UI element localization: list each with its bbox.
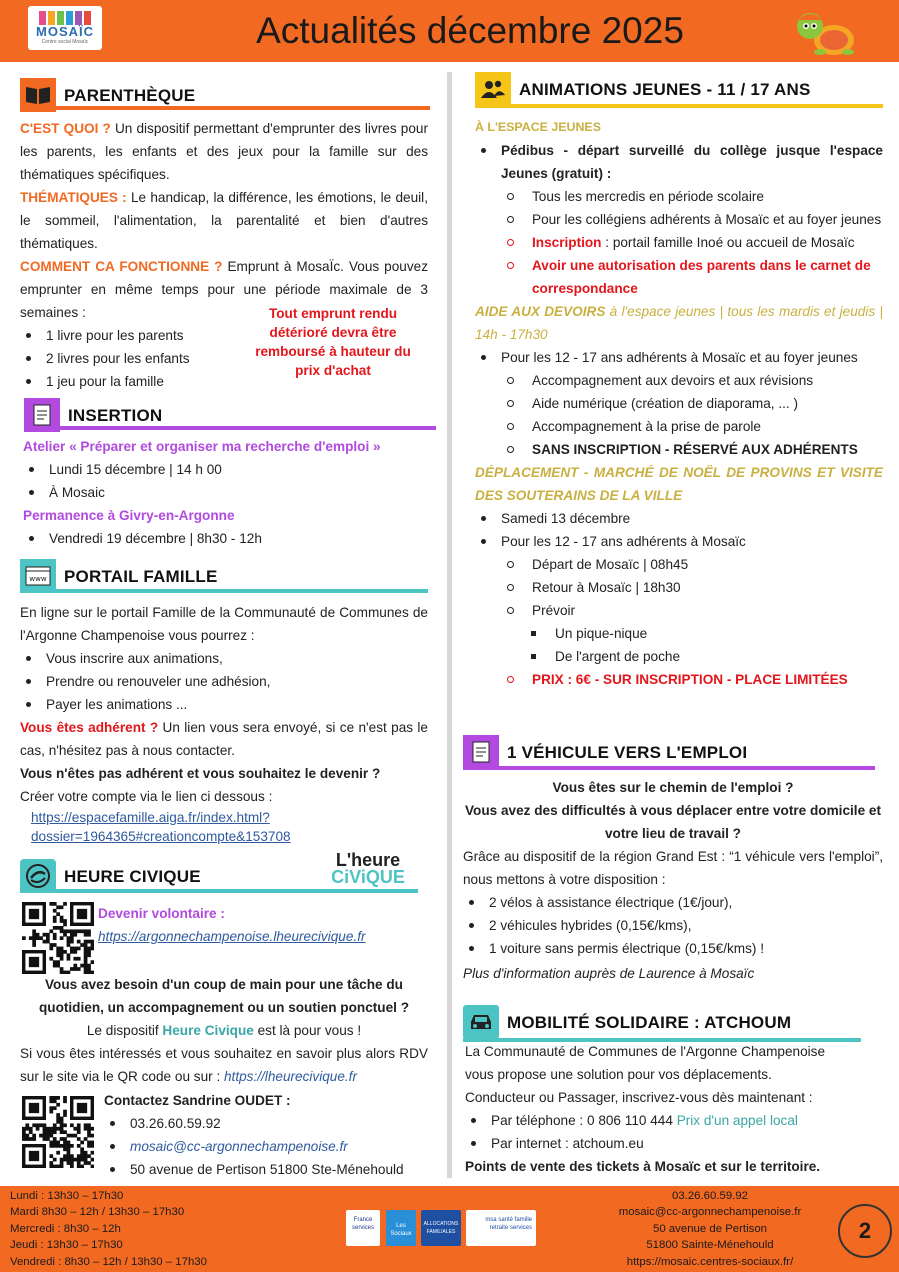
parentheque-warning: Tout emprunt rendu détérioré devra être remboursé à hauteur du prix d'achat [255,306,411,378]
jeunes-aide-title: AIDE AUX DEVOIRS [475,304,606,319]
mobilite-heading [463,1005,791,1039]
jeunes-title: ANIMATIONS JEUNES - 11 / 17 ANS [519,79,811,99]
list-item: 1 livre pour les parents [20,324,240,347]
list-item: Retour à Mosaïc | 18h30 [475,576,883,599]
vehicule-underline [463,766,875,770]
civique-more: Si vous êtes intéressés et vous souhaitez en savoir plus alors RDV sur le site via le QR code ou sur : [20,1046,428,1084]
heure-civique-logo: L'heure CiViQUE [331,850,405,887]
list-item: 2 vélos à assistance électrique (1€/jour), [463,891,883,914]
group-icon [475,72,511,106]
footer-email[interactable]: mosaic@cc-argonnechampenoise.fr [618,1206,802,1219]
portail-adh-question: Vous êtes adhérent ? [20,720,159,735]
footer-website[interactable]: https://mosaic.centres-sociaux.fr/ [626,1255,794,1268]
list-item: De l'argent de poche [475,645,883,668]
parentheque-t2: Le handicap, la différence, les émotions, le deuil, le sommeil, l'alimentation, la parentalité et bien d'autres thématiques. [20,190,428,251]
portail-adh-text: Un lien vous sera envoyé, si ce n'est pas le cas, n'hésitez pas à nous contacter. [20,720,428,758]
mobilite-web: Par internet : atchoum.eu [465,1132,883,1155]
qr-code-civique[interactable] [22,902,94,974]
caf-logo: ALLOCATIONS FAMILIALES [421,1210,461,1246]
civique-body [20,973,428,1088]
jeunes-underline [475,104,883,108]
insertion-title: INSERTION [68,405,163,425]
qr-code-contact[interactable] [22,1096,94,1168]
list-item: À Mosaic [23,481,428,504]
helping-hands-icon [20,859,56,893]
list-item: Pour les 12 - 17 ans adhérents à Mosaïc et au foyer jeunes [475,346,883,369]
list-item: 1 jeu pour la famille [20,370,240,393]
footer-address: 50 avenue de Pertison [653,1222,767,1235]
mobilite-tel: Par téléphone : 0 806 110 444 [491,1113,677,1128]
list-item: Prendre ou renouveler une adhésion, [20,670,428,693]
civique-volunteer-label: Devenir volontaire : [98,906,225,921]
civique-title: HEURE CIVIQUE [64,866,201,886]
portail-intro: En ligne sur le portail Famille de la Communauté de Communes de l'Argonne Champenoise vous pourrez : [20,605,428,643]
civique-disp-b: Heure Civique [162,1023,254,1038]
list-item: Samedi 13 décembre [475,507,883,530]
list-item: Vous inscrire aux animations, [20,647,428,670]
list-item: Vendredi 19 décembre | 8h30 - 12h [23,527,428,550]
footer-phone: 03.26.60.59.92 [671,1190,748,1202]
car-icon [463,1005,499,1039]
jeunes-inscription-label: Inscription [532,235,602,250]
list-item: Départ de Mosaïc | 08h45 [475,553,883,576]
svg-text:www: www [29,575,47,583]
vehicule-info: Plus d'information auprès de Laurence à Mosaïc [463,966,755,981]
parentheque-underline [20,106,430,110]
mobilite-l2: vous propose une solution pour vos déplacements. [465,1067,772,1082]
list-item: Lundi 15 décembre | 14 h 00 [23,458,428,481]
mosaic-logo [28,6,102,50]
portail-nonadh: Vous n'êtes pas adhérent et vous souhaitez le devenir ? [20,766,381,781]
civique-phone: 03.26.60.59.92 [104,1112,428,1135]
insertion-atelier: Atelier « Préparer et organiser ma recherche d'emploi » [23,439,381,454]
civique-disp-c: est là pour vous ! [253,1023,362,1038]
left-column [20,62,428,1182]
page-footer [0,1186,899,1272]
jeunes-aide-details: à l'espace jeunes | tous les mardis et jeudis | 14h - 17h30 [475,304,883,342]
hours-line: Vendredi : 8h30 – 12h / 13h30 – 17h30 [10,1255,207,1268]
turtle-mascot-icon [792,6,858,58]
column-separator [447,72,452,1178]
france-services-logo: France services [346,1210,380,1246]
mobilite-title: MOBILITÉ SOLIDAIRE : ATCHOUM [507,1012,792,1032]
footer-contact [560,1188,860,1270]
vehicule-heading [463,735,747,769]
right-column [463,62,883,1182]
list-item: 2 véhicules hybrides (0,15€/kms), [463,914,883,937]
list-item: 1 voiture sans permis électrique (0,15€/kms) ! [463,937,883,960]
logo-subtext: Centre social Mosaïc [41,39,89,45]
jeunes-autorisation: Avoir une autorisation des parents dans le carnet de correspondance [475,254,883,300]
insertion-permanence: Permanence à Givry-en-Argonne [23,508,235,523]
list-item: Un pique-nique [475,622,883,645]
civique-more-link[interactable]: https://lheurecivique.fr [224,1069,357,1084]
jeunes-body [475,116,883,691]
mobilite-l3: Conducteur ou Passager, inscrivez-vous dès maintenant : [465,1090,813,1105]
hours-line: Mardi 8h30 – 12h / 13h30 – 17h30 [10,1206,185,1219]
jeunes-espace: À L'ESPACE JEUNES [475,120,601,134]
mobilite-tel-note: Prix d'un appel local [676,1113,798,1128]
jeunes-prix: PRIX : 6€ - SUR INSCRIPTION - PLACE LIMITÉES [475,668,883,691]
opening-hours [10,1188,207,1270]
mobilite-l1: La Communauté de Communes de l'Argonne Champenoise [465,1044,826,1059]
les-sociaux-logo: Les Sociaux [386,1210,416,1246]
portail-link[interactable]: https://espacefamille.aiga.fr/index.html? dossier=1964365#creationcompte&153708 [31,810,291,844]
portail-body [20,601,428,846]
mobilite-body [465,1040,883,1178]
parentheque-q2: THÉMATIQUES : [20,190,127,205]
jeunes-heading [475,72,811,106]
vehicule-body [463,776,883,985]
portail-heading [20,559,217,593]
list-item: Accompagnement à la prise de parole [475,415,883,438]
civique-contact-title: Contactez Sandrine OUDET : [104,1093,291,1108]
civique-contact [104,1089,428,1181]
portail-title: PORTAIL FAMILLE [64,566,218,586]
portail-underline [20,589,428,593]
parentheque-t1: Un dispositif permettant d'emprunter des livres pour les parents, les enfants et des jeux pour la famille sur des thématiques spécifiques. [20,121,428,182]
parentheque-title: PARENTHÈQUE [64,85,196,105]
list-item: Prévoir [475,599,883,622]
list-item: Tous les mercredis en période scolaire [475,185,883,208]
msa-logo: msa santé famille retraite services [466,1210,536,1246]
mobilite-points: Points de vente des tickets à Mosaïc et sur le territoire. [465,1159,821,1174]
parentheque-q3: COMMENT CA FONCTIONNE ? [20,259,223,274]
hours-line: Mercredi : 8h30 – 12h [10,1222,121,1235]
logo-text: MOSAÏC [36,24,94,39]
document-icon [463,735,499,769]
vehicule-title: 1 VÉHICULE VERS L'EMPLOI [507,742,748,762]
insertion-underline [24,426,436,430]
parentheque-t3: Emprunt à MosaÏc. Vous pouvez emprunter en même temps pour une période maximale de 3 semaines : [20,259,428,320]
list-item: Aide numérique (création de diaporama, ... ) [475,392,883,415]
footer-city: 51800 Sainte-Ménehould [646,1239,774,1252]
civique-disp-a: Le dispositif [86,1023,163,1038]
hours-line: Jeudi : 13h30 – 17h30 [10,1239,123,1252]
web-icon [20,559,56,593]
jeunes-inscription-text: : portail famille Inoé ou accueil de Mosaïc [601,235,855,250]
vehicule-q2: Vous avez des difficultés à vous déplacer entre votre domicile et votre lieu de travail ? [464,803,881,841]
jeunes-aide-last: SANS INSCRIPTION - RÉSERVÉ AUX ADHÉRENTS [475,438,883,461]
civique-heading [20,859,201,893]
civique-email[interactable]: mosaic@cc-argonnechampenoise.fr [130,1139,348,1154]
portail-create: Créer votre compte via le lien ci dessous : [20,789,273,804]
page-title: Actualités décembre 2025 [256,10,684,51]
vehicule-intro: Grâce au dispositif de la région Grand Est : “1 véhicule vers l'emploi”, nous mettons à votre disposition : [463,849,883,887]
civique-address: 50 avenue de Pertison 51800 Ste-Ménehould [104,1158,428,1181]
insertion-body [23,435,428,550]
list-item: Accompagnement aux devoirs et aux révisions [475,369,883,392]
page-number: 2 [838,1204,892,1258]
civique-underline [20,889,418,893]
hours-line: Lundi : 13h30 – 17h30 [10,1190,124,1202]
list-item: Pour les 12 - 17 ans adhérents à Mosaïc [475,530,883,553]
jeunes-deplacement: DÉPLACEMENT - MARCHÉ DE NOËL DE PROVINS ET VISITE DES SOUTERAINS DE LA VILLE [475,465,883,503]
list-item: Payer les animations ... [20,693,428,716]
civique-need: Vous avez besoin d'un coup de main pour une tâche du quotidien, un accompagnement ou un soutien ponctuel ? [38,977,410,1015]
civique-volunteer-link[interactable]: https://argonnechampenoise.lheurecivique.fr [98,929,366,944]
page-header [0,0,899,62]
parentheque-q1: C'EST QUOI ? [20,121,111,136]
list-item: 2 livres pour les enfants [20,347,240,370]
vehicule-q1: Vous êtes sur le chemin de l'emploi ? [552,780,794,795]
jeunes-pedibus: Pédibus - départ surveillé du collège jusque l'espace Jeunes (gratuit) : [475,139,883,185]
list-item: Pour les collégiens adhérents à Mosaïc et au foyer jeunes [475,208,883,231]
civique-volunteer [98,902,428,948]
